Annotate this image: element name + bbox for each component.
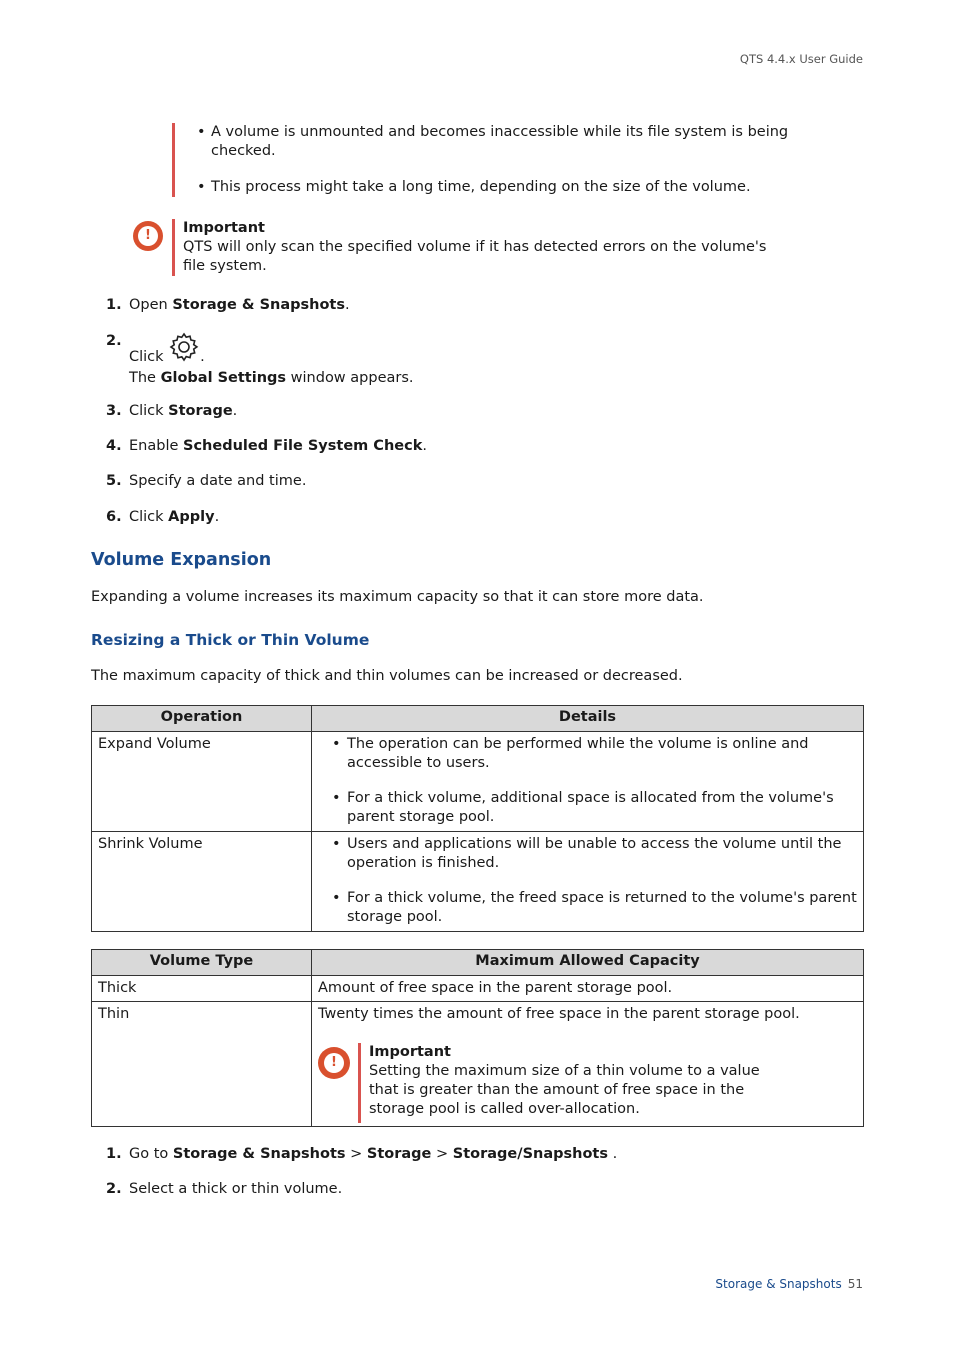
important-icon: !: [133, 221, 163, 251]
important-text: QTS will only scan the specified volume if it has detected errors on the volume's file system.: [183, 239, 767, 274]
page-number: 51: [847, 1277, 863, 1291]
important-box: [172, 219, 793, 276]
footer-section: Storage & Snapshots: [715, 1277, 842, 1291]
table-header: Operation: [92, 706, 312, 732]
step-item: 6. Click Apply.: [106, 509, 220, 525]
subsection-intro: The maximum capacity of thick and thin volumes can be increased or decreased.: [91, 668, 683, 684]
step-item: 5. Specify a date and time.: [106, 473, 307, 489]
table-row: Shrink Volume • Users and applications will be unable to access the volume until the operation is finished. • For a thick volume, the freed space is returned to the volume's parent storage pool.: [92, 832, 864, 932]
table-header: Details: [312, 706, 864, 732]
important-title: Important: [183, 220, 265, 236]
table-row: Expand Volume • The operation can be performed while the volume is online and accessible to users. • For a thick volume, additional space is allocated from the volume's parent storage pool.: [92, 732, 864, 832]
table-row: Thin Twenty times the amount of free space in the parent storage pool. ! Important Setting the maximum size of a thin volume to a value that is greater than the amount of free space in the storage pool is called over-allocation.: [92, 1002, 864, 1127]
note-bullet: • This process might take a long time, depending on the size of the volume.: [197, 178, 817, 197]
table-row: Thick Amount of free space in the parent storage pool.: [92, 976, 864, 1002]
section-intro: Expanding a volume increases its maximum capacity so that it can store more data.: [91, 589, 704, 605]
step-item: 2. Click . The Global Settings window appears.: [106, 333, 414, 386]
gear-icon[interactable]: [168, 331, 200, 369]
table-header: Maximum Allowed Capacity: [312, 950, 864, 976]
important-icon: !: [318, 1043, 358, 1123]
capacity-table: [91, 949, 864, 1127]
page-footer: [715, 1275, 863, 1294]
subsection-heading: Resizing a Thick or Thin Volume: [91, 631, 370, 649]
operations-table: [91, 705, 864, 932]
important-box: Important Setting the maximum size of a thin volume to a value that is greater than the amount of free space in the storage pool is called over-allocation.: [358, 1043, 779, 1123]
table-header: Volume Type: [92, 950, 312, 976]
section-heading: Volume Expansion: [91, 550, 272, 570]
step-item: 1. Open Storage & Snapshots.: [106, 297, 350, 313]
step-item: 1. Go to Storage & Snapshots > Storage > Storage/Snapshots .: [106, 1146, 618, 1162]
note-block: [172, 123, 817, 197]
step-item: 4. Enable Scheduled File System Check.: [106, 438, 427, 454]
step-item: 2. Select a thick or thin volume.: [106, 1181, 343, 1197]
step-item: 3. Click Storage.: [106, 403, 238, 419]
page-header: QTS 4.4.x User Guide: [739, 52, 863, 66]
note-bullet: • A volume is unmounted and becomes inaccessible while its file system is being checked.: [197, 123, 817, 161]
